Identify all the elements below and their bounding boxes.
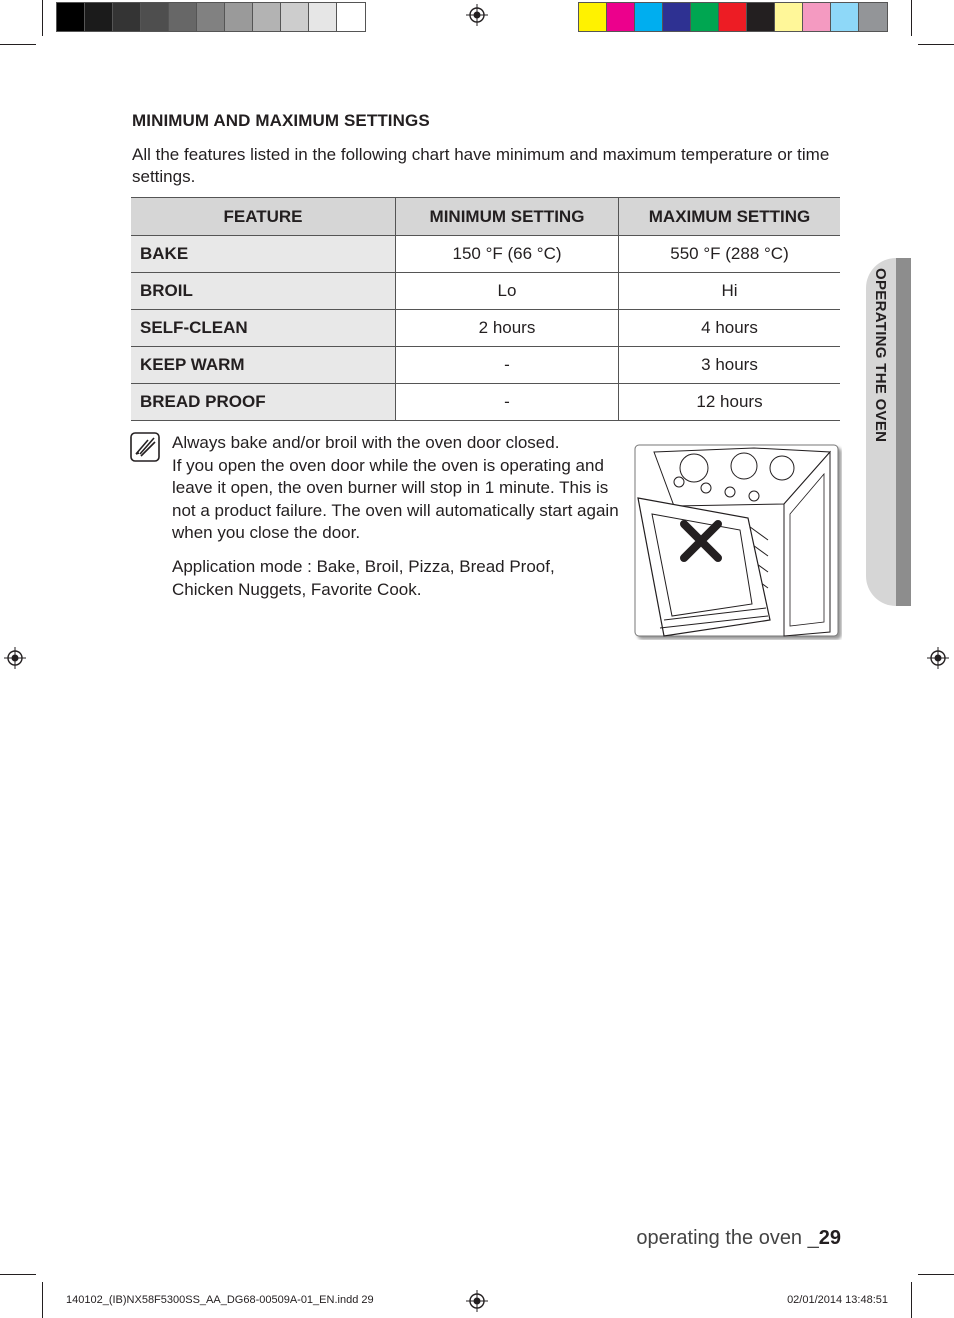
table-row — [131, 273, 840, 310]
maximum-cell: 550 °F (288 °C) — [619, 236, 841, 273]
gray-swatch — [253, 3, 281, 31]
color-swatch — [859, 3, 887, 31]
side-tab-label: OPERATING THE OVEN — [872, 268, 889, 443]
color-swatch — [691, 3, 719, 31]
section-title: MINIMUM AND MAXIMUM SETTINGS — [132, 111, 430, 130]
crop-mark — [42, 0, 43, 36]
column-header-feature: FEATURE — [131, 198, 396, 236]
process-color-bar — [578, 2, 888, 32]
column-header-minimum: MINIMUM SETTING — [396, 198, 619, 236]
color-swatch — [831, 3, 859, 31]
minimum-cell: Lo — [396, 273, 619, 310]
feature-cell: SELF-CLEAN — [131, 310, 396, 347]
page-number: 29 — [818, 1227, 841, 1249]
crop-mark — [911, 1282, 912, 1318]
table-row — [131, 347, 840, 384]
intro-paragraph: All the features listed in the following chart have minimum and maximum temperature or time settings. — [132, 145, 830, 186]
color-swatch — [607, 3, 635, 31]
color-swatch — [747, 3, 775, 31]
gray-swatch — [113, 3, 141, 31]
gray-swatch — [309, 3, 337, 31]
gray-swatch — [85, 3, 113, 31]
maximum-cell: 12 hours — [619, 384, 841, 421]
feature-cell: BROIL — [131, 273, 396, 310]
column-header-maximum: MAXIMUM SETTING — [619, 198, 841, 236]
note-line-2: If you open the oven door while the oven is operating and leave it open, the oven burner will stop in 1 minute. This is not a product failure. The oven will automatically start again when you close the door. — [172, 455, 619, 542]
table-row — [131, 384, 840, 421]
crop-mark — [0, 1274, 36, 1275]
crop-mark — [918, 44, 954, 45]
crop-mark — [918, 1274, 954, 1275]
crop-mark — [0, 44, 36, 45]
table-row — [131, 310, 840, 347]
gray-swatch — [169, 3, 197, 31]
slug-file-info: 140102_(IB)NX58F5300SS_AA_DG68-00509A-01_EN.indd 29 — [66, 1294, 374, 1306]
slug-date-info: 02/01/2014 13:48:51 — [787, 1294, 888, 1306]
feature-cell: BREAD PROOF — [131, 384, 396, 421]
gray-swatch — [281, 3, 309, 31]
registration-mark-icon — [466, 4, 488, 26]
table-header-row — [131, 198, 840, 236]
color-swatch — [719, 3, 747, 31]
side-tab-bar — [896, 258, 911, 606]
page-footer — [636, 1227, 841, 1250]
gray-swatch — [197, 3, 225, 31]
gray-swatch — [337, 3, 365, 31]
crop-mark — [42, 1282, 43, 1318]
color-swatch — [579, 3, 607, 31]
color-swatch — [803, 3, 831, 31]
note-line-1: Always bake and/or broil with the oven door closed. — [172, 433, 560, 452]
maximum-cell: Hi — [619, 273, 841, 310]
feature-cell: KEEP WARM — [131, 347, 396, 384]
color-swatch — [663, 3, 691, 31]
minimum-cell: - — [396, 384, 619, 421]
color-swatch — [775, 3, 803, 31]
gray-swatch — [225, 3, 253, 31]
maximum-cell: 4 hours — [619, 310, 841, 347]
feature-cell: BAKE — [131, 236, 396, 273]
table-row — [131, 236, 840, 273]
open-oven-door-illustration — [634, 444, 842, 640]
color-swatch — [635, 3, 663, 31]
minimum-cell: - — [396, 347, 619, 384]
registration-mark-icon — [4, 647, 26, 669]
minimum-cell: 150 °F (66 °C) — [396, 236, 619, 273]
settings-table — [131, 197, 840, 421]
application-mode-text: Application mode : Bake, Broil, Pizza, Bread Proof, Chicken Nuggets, Favorite Cook. — [172, 557, 555, 599]
footer-section-text: operating the oven _ — [636, 1227, 819, 1249]
note-pencil-icon — [130, 432, 160, 462]
minimum-cell: 2 hours — [396, 310, 619, 347]
gray-color-bar — [56, 2, 366, 32]
maximum-cell: 3 hours — [619, 347, 841, 384]
gray-swatch — [141, 3, 169, 31]
note-text — [172, 432, 620, 545]
registration-mark-icon — [927, 647, 949, 669]
gray-swatch — [57, 3, 85, 31]
crop-mark — [911, 0, 912, 36]
registration-mark-icon — [466, 1290, 488, 1312]
